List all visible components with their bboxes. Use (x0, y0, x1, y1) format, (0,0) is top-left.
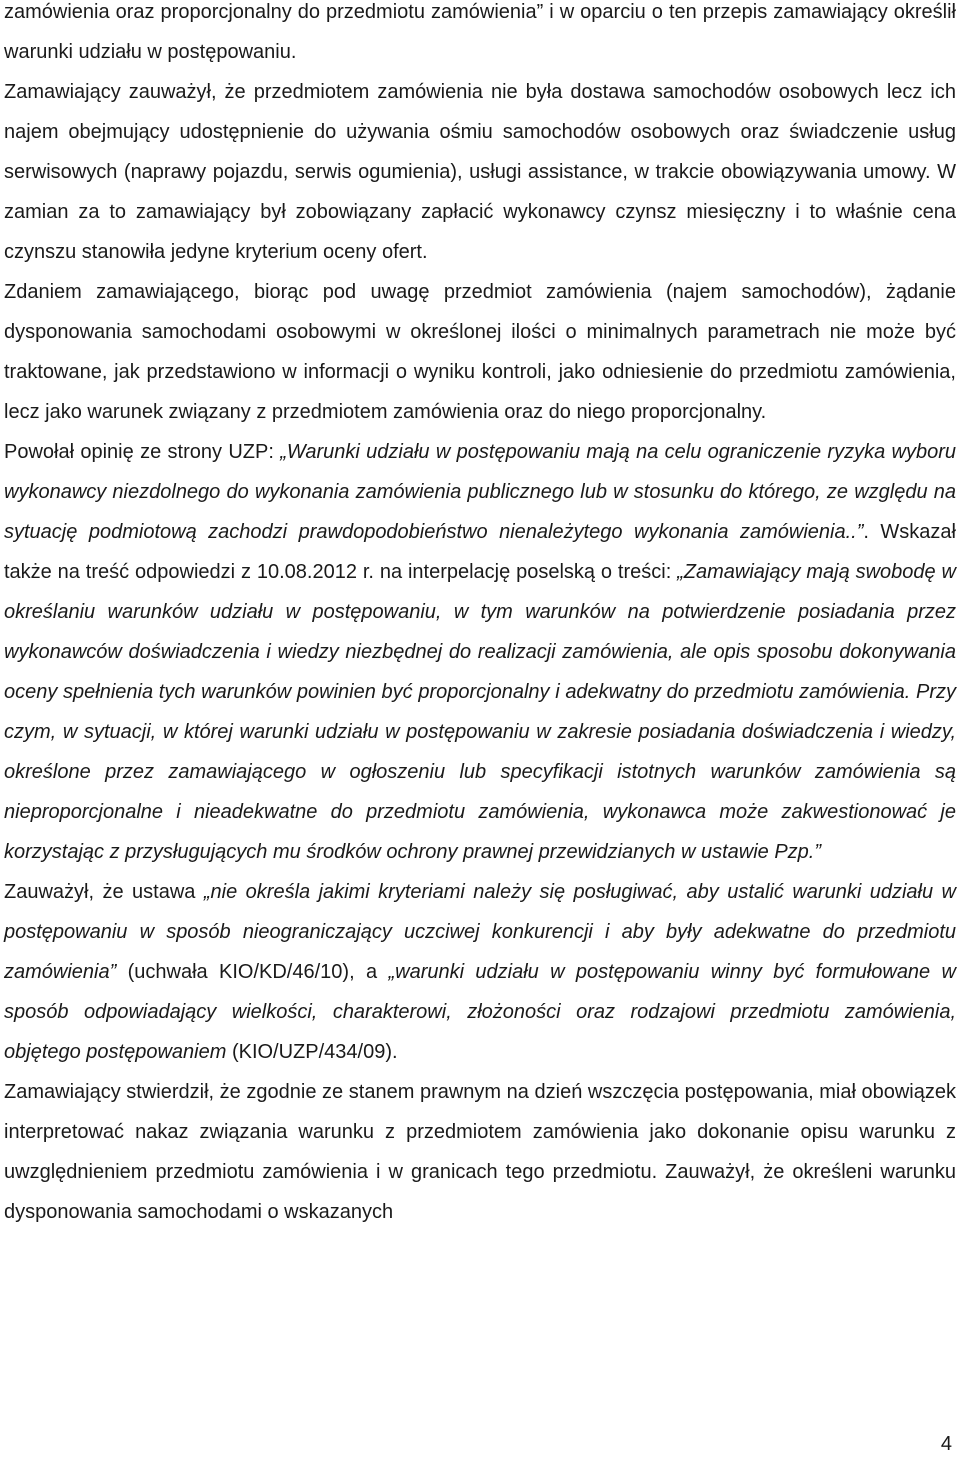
quote-segment: „nie określa jakimi kryteriami należy się posługiwać, aby ustalić warunki udziału w postępowaniu w sposób nieograniczający uczciwej konkurencji i aby były adekwatne do przedmiotu zamówienia” (4, 881, 956, 983)
paragraph-3 (4, 272, 956, 432)
text-segment: Zamawiający zauważył, że przedmiotem zamówienia nie była dostawa samochodów osobowych lecz ich najem obejmujący udostępnienie do używania ośmiu samochodów osobowych oraz świadczenie usług serwisowych (naprawy pojazdu, serwis ogumienia), usługi assistance, w trakcie obowiązywania umowy. W zamian za to zamawiający był zobowiązany zapłacić wykonawcy czynsz miesięczny i to właśnie cena czynszu stanowiła jedyne kryterium oceny ofert. (4, 81, 956, 263)
document-page (4, 0, 956, 1464)
page-number: 4 (940, 1433, 952, 1455)
paragraph-4 (4, 432, 956, 872)
text-segment: Zdaniem zamawiającego, biorąc pod uwagę przedmiot zamówienia (najem samochodów), żądanie dysponowania samochodami osobowymi w określonej ilości o minimalnych parametrach nie może być traktowane, jak przedstawiono w informacji o wyniku kontroli, jako odniesienie do przedmiotu zamówienia, lecz jako warunek związany z przedmiotem zamówienia oraz do niego proporcjonalny. (4, 281, 956, 423)
quote-segment: „warunki udziału w postępowaniu winny być formułowane w sposób odpowiadający wielkości, charakterowi, złożoności oraz rodzajowi przedmiotu zamówienia, objętego postępowaniem (4, 961, 956, 1063)
paragraph-5 (4, 872, 956, 1072)
text-segment: (uchwała KIO/KD/46/10), a (116, 961, 389, 983)
paragraph-2 (4, 72, 956, 272)
text-segment: Zauważył, że ustawa (4, 881, 204, 903)
paragraph-6 (4, 1072, 956, 1232)
quote-segment: „Zamawiający mają swobodę w określaniu warunków udziału w postępowaniu, w tym warunków na potwierdzenie posiadania przez wykonawców doświadczenia i wiedzy niezbędnej do realizacji zamówienia, ale opis sposobu dokonywania oceny spełnienia tych warunków powinien być proporcjonalny i adekwatny do przedmiotu zamówienia. Przy czym, w sytuacji, w której warunki udziału w postępowaniu w zakresie posiadania doświadczenia i wiedzy, określone przez zamawiającego w ogłoszeniu lub specyfikacji istotnych warunków zamówienia są nieproporcjonalne i nieadekwatne do przedmiotu zamówienia, wykonawca może zakwestionować je korzystając z przysługujących mu środków ochrony prawnej przewidzianych w ustawie Pzp.” (4, 561, 956, 863)
paragraph-1 (4, 0, 956, 72)
body-text (4, 0, 956, 1232)
text-segment: . Wskazał także na treść odpowiedzi z 10.08.2012 r. na interpelację poselską o treści: (4, 521, 956, 583)
quote-segment: „Warunki udziału w postępowaniu mają na celu ograniczenie ryzyka wyboru wykonawcy niezdolnego do wykonania zamówienia publicznego lub w stosunku do którego, ze względu na sytuację podmiotową zachodzi prawdopodobieństwo nienależytego wykonania zamówienia..” (4, 441, 957, 543)
text-segment: Powołał opinię ze strony UZP: (4, 441, 281, 463)
text-segment: zamówienia oraz proporcjonalny do przedmiotu zamówienia” i w oparciu o ten przepis zamawiający określił warunki udziału w postępowaniu. (4, 1, 956, 63)
text-segment: Zamawiający stwierdził, że zgodnie ze stanem prawnym na dzień wszczęcia postępowania, miał obowiązek interpretować nakaz związania warunku z przedmiotem zamówienia jako dokonanie opisu warunku z uwzględnieniem przedmiotu zamówienia i w granicach tego przedmiotu. Zauważył, że określeni warunku dysponowania samochodami o wskazanych (4, 1081, 956, 1223)
text-segment: (KIO/UZP/434/09). (226, 1041, 398, 1063)
